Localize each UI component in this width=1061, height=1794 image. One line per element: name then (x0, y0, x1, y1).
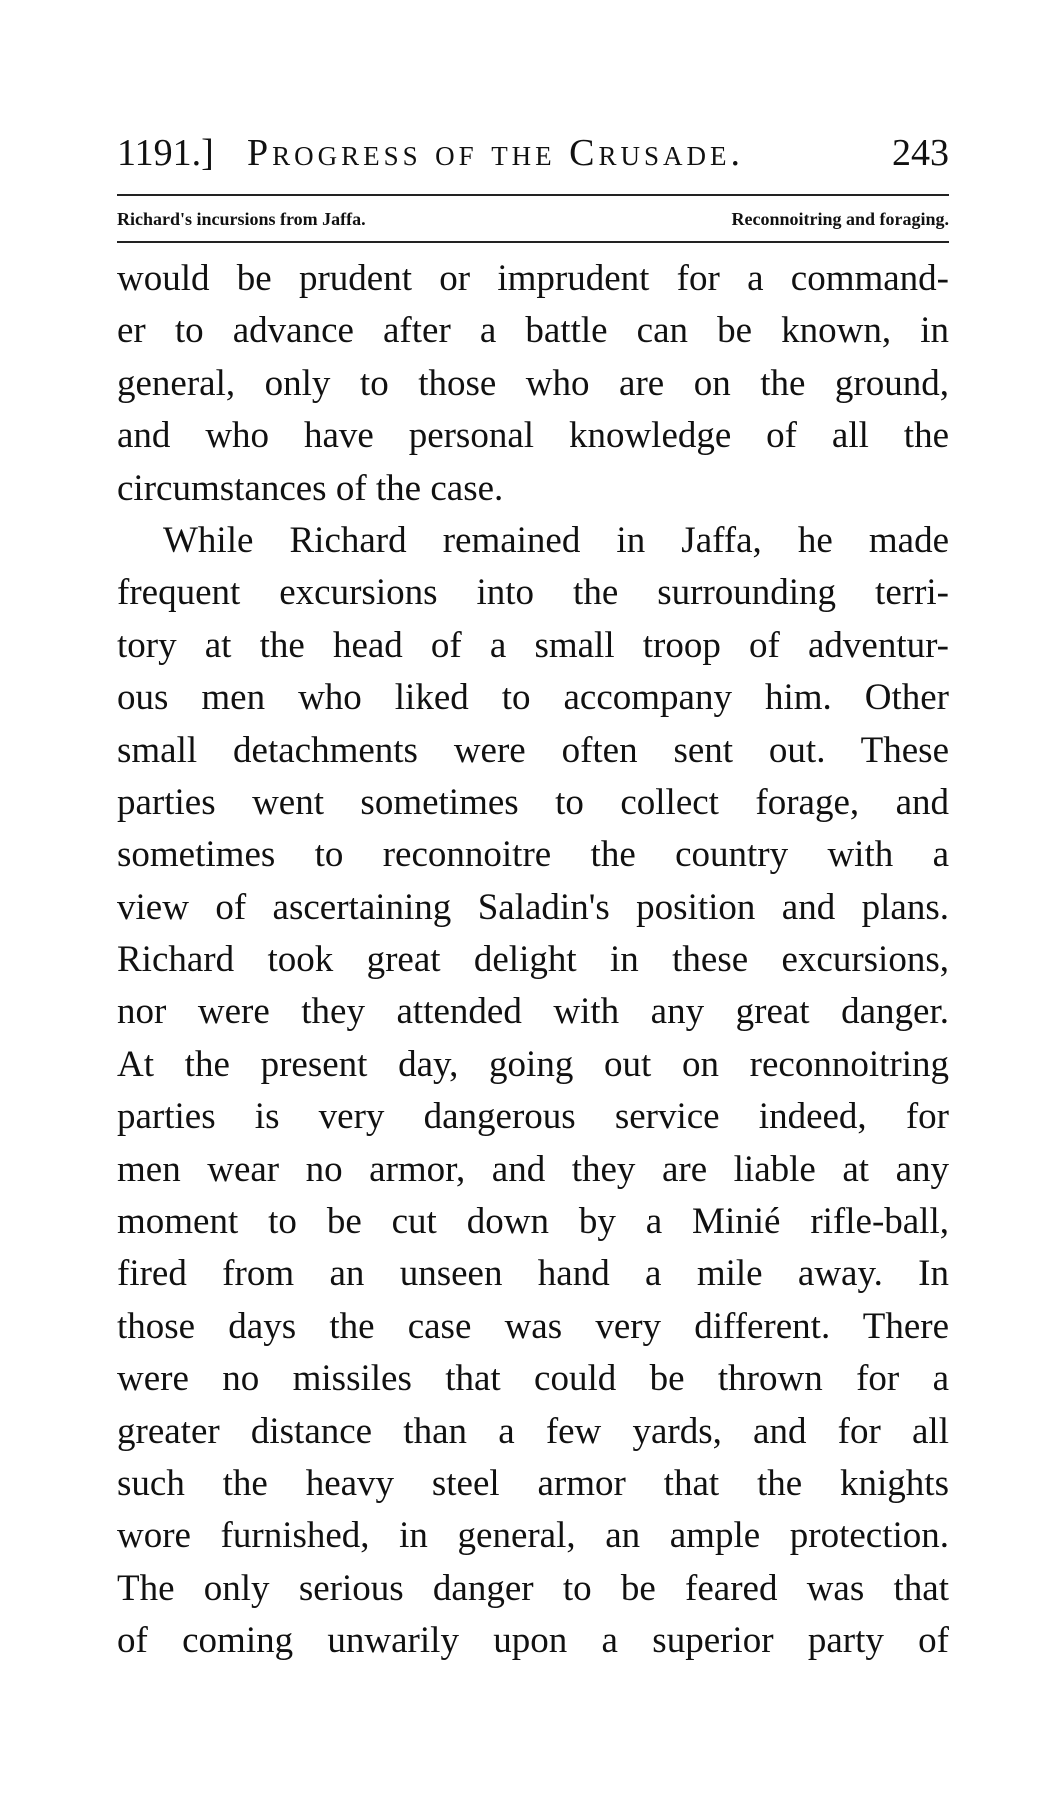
text-line: Richard took great delight in these excursions, (117, 939, 949, 981)
text-line: parties is very dangerous service indeed, for (117, 1096, 949, 1138)
text-line: and who have personal knowledge of all the (117, 415, 949, 457)
running-header (117, 128, 949, 178)
text-line: nor were they attended with any great danger. (117, 991, 949, 1033)
subheader (117, 205, 949, 233)
header-rule-top (117, 194, 949, 196)
text-line: While Richard remained in Jaffa, he made (163, 519, 949, 561)
text-line: of coming unwarily upon a superior party of (117, 1620, 949, 1662)
page-number: 243 (892, 132, 949, 174)
header-year: 1191.] (117, 132, 214, 174)
text-line: greater distance than a few yards, and for all (117, 1410, 949, 1452)
text-line: tory at the head of a small troop of adventur- (117, 624, 949, 666)
text-line: small detachments were often sent out. These (117, 729, 949, 771)
text-line: At the present day, going out on reconnoitring (117, 1043, 949, 1085)
subheader-right: Reconnoitring and foraging. (731, 209, 949, 229)
text-line: general, only to those who are on the ground, (117, 362, 949, 404)
text-line: sometimes to reconnoitre the country with a (117, 834, 949, 876)
text-line: moment to be cut down by a Minié rifle-ball, (117, 1201, 949, 1243)
page-title: Progress of the Crusade. (247, 132, 745, 174)
text-line: view of ascertaining Saladin's position and plans. (117, 886, 949, 928)
body-text (117, 253, 949, 1668)
subheader-left: Richard's incursions from Jaffa. (117, 209, 366, 229)
text-line: would be prudent or imprudent for a command- (117, 258, 949, 299)
text-line: fired from an unseen hand a mile away. In (117, 1253, 949, 1295)
text-line: er to advance after a battle can be known, in (117, 310, 949, 352)
text-line: those days the case was very different. There (117, 1305, 949, 1347)
text-line: The only serious danger to be feared was that (117, 1567, 949, 1609)
text-line: wore furnished, in general, an ample protection. (117, 1515, 949, 1557)
text-line: ous men who liked to accompany him. Other (117, 677, 949, 719)
text-line: circumstances of the case. (117, 467, 504, 509)
text-line: men wear no armor, and they are liable at any (117, 1148, 949, 1190)
text-line: were no missiles that could be thrown for a (117, 1358, 949, 1400)
text-line: parties went sometimes to collect forage, and (117, 781, 949, 823)
text-line: such the heavy steel armor that the knights (117, 1462, 949, 1504)
text-line: frequent excursions into the surrounding terri- (117, 572, 949, 614)
header-rule-bottom (117, 241, 949, 243)
